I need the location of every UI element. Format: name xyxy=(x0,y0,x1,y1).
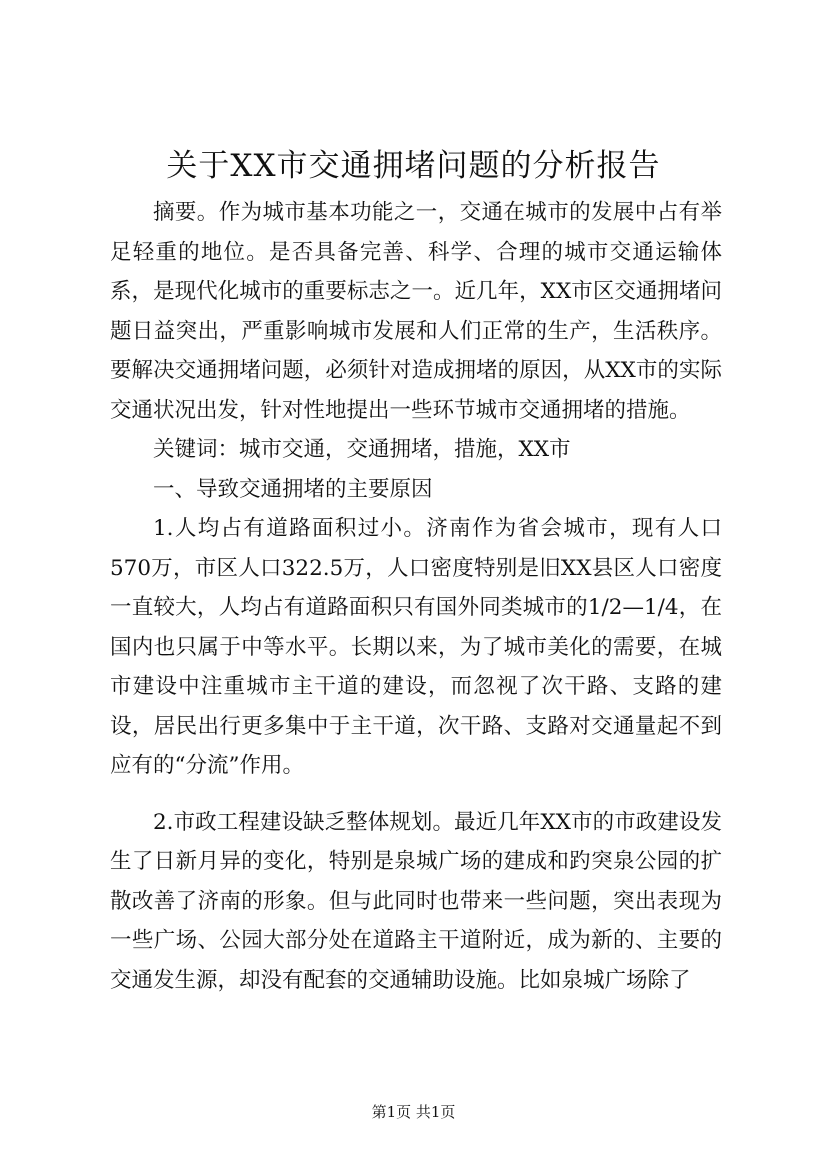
abstract-paragraph: 摘要。作为城市基本功能之一，交通在城市的发展中占有举足轻重的地位。是否具备完善、科学、合理的城市交通运输体系，是现代化城市的重要标志之一。近几年，XX市区交通拥堵问题日益突出，严重影响城市发展和人们正常的生产，生活秩序。要解决交通拥堵问题，必须针对造成拥堵的原因，从XX市的实际交通状况出发，针对性地提出一些环节城市交通拥堵的措施。 xyxy=(110,200,722,423)
keywords-paragraph: 关键词：城市交通，交通拥堵，措施，XX市 xyxy=(153,437,571,462)
page-footer: 第1页 共1页 xyxy=(371,1103,456,1121)
document-title: 关于XX市交通拥堵问题的分析报告 xyxy=(166,148,661,184)
document-body xyxy=(110,193,722,1000)
body-paragraph: 2.市政工程建设缺乏整体规划。最近几年XX市的市政建设发生了日新月异的变化，特别是泉城广场的建成和趵突泉公园的扩散改善了济南的形象。但与此同时也带来一些问题，突出表现为一些广场、公园大部分处在道路主干道附近，成为新的、主要的交通发生源，却没有配套的交通辅助设施。比如泉城广场除了 xyxy=(110,809,722,993)
body-paragraph: 1.人均占有道路面积过小。济南作为省会城市，现有人口570万，市区人口322.5万，人口密度特别是旧XX县区人口密度一直较大，人均占有道路面积只有国外同类城市的1/2—1/4，在国内也只属于中等水平。长期以来，为了城市美化的需要，在城市建设中注重城市主干道的建设，而忽视了次干路、支路的建设，居民出行更多集中于主干道，次干路、支路对交通量起不到应有的“分流”作用。 xyxy=(110,516,722,778)
section-heading: 一、导致交通拥堵的主要原因 xyxy=(153,476,433,502)
